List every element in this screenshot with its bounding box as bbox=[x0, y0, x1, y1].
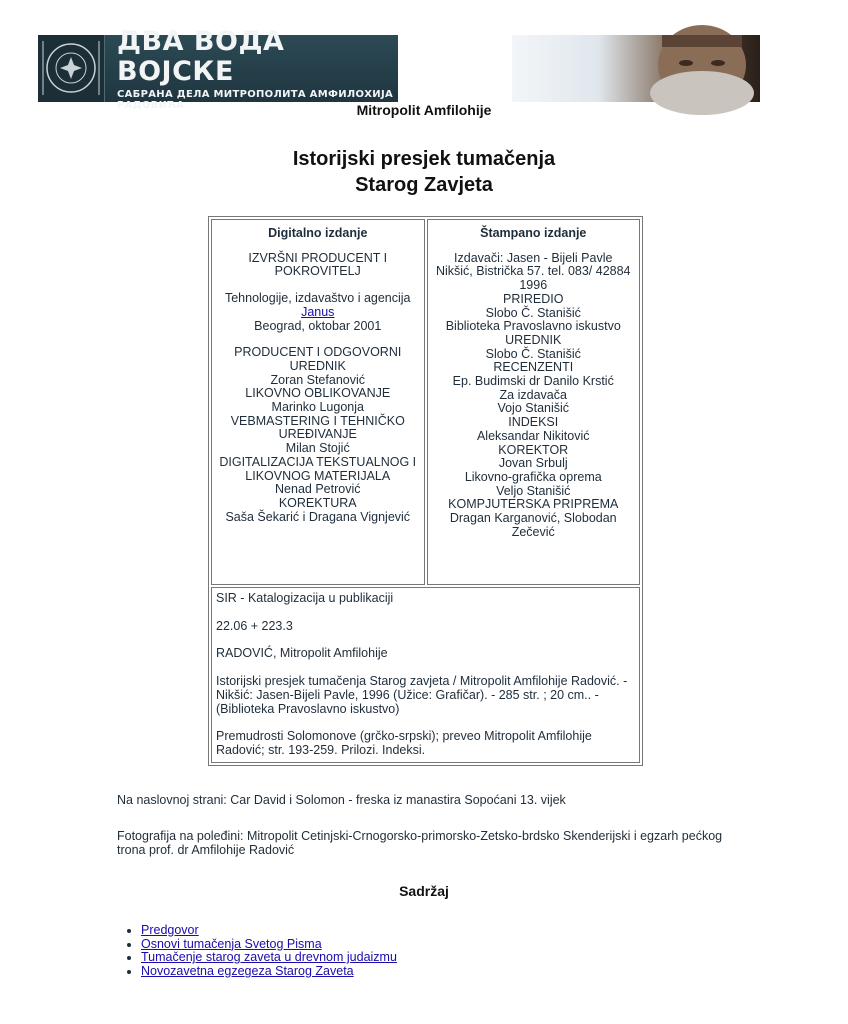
list-item bbox=[141, 924, 397, 938]
header-banner bbox=[38, 25, 398, 111]
toc-list bbox=[117, 924, 397, 979]
print-line: RECENZENTI bbox=[493, 360, 574, 375]
digital-date-text: Beograd, oktobar 2001 bbox=[254, 318, 382, 333]
page-title-line-2: Starog Zavjeta bbox=[355, 174, 493, 196]
credit-line: Saša Šekarić i Dragana Vignjević bbox=[225, 509, 411, 524]
print-line: Dragan Karganović, Slobodan Zečević bbox=[449, 511, 617, 539]
toc-link-osnovi[interactable]: Osnovi tumačenja Svetog Pisma bbox=[141, 936, 322, 951]
janus-link[interactable]: Janus bbox=[301, 304, 335, 319]
page-title-line-1: Istorijski presjek tumačenja bbox=[292, 148, 556, 170]
print-line: Slobo Č. Stanišić bbox=[485, 305, 581, 320]
toc-link-novozavetna[interactable]: Novozavetna egzegeza Starog Zaveta bbox=[141, 964, 354, 979]
credit-line: KOREKTURA bbox=[278, 495, 357, 510]
seal-emblem-icon bbox=[38, 35, 105, 102]
banner-subtitle: САБРАНА ДЕЛА МИТРОПОЛИТА АМФИЛОХИЈА РАДОВИЋА bbox=[117, 88, 394, 111]
print-line: Veljo Stanišić bbox=[496, 483, 571, 498]
print-line: Jovan Srbulj bbox=[498, 456, 568, 471]
toc-link-predgovor[interactable]: Predgovor bbox=[141, 923, 199, 937]
cip-line: Istorijski presjek tumačenja Starog zavjeta / Mitropolit Amfilohije Radović. - Nikšić: Jasen-Bijeli Pavle, 1996 (Užice: Grafičar). - 285 str. ; 20 cm.. - (Biblioteka Pravoslavno iskustvo) bbox=[216, 674, 628, 716]
toc-link-judaizam[interactable]: Tumačenje starog zaveta u drevnom judaizmu bbox=[141, 950, 397, 965]
credit-line: Nenad Petrović bbox=[275, 482, 361, 497]
print-line: Izdavači: Jasen - Bijeli Pavle bbox=[454, 250, 613, 265]
digital-edition-cell bbox=[211, 219, 425, 585]
digital-edition-heading: Digitalno izdanje bbox=[268, 226, 368, 240]
cover-note: Na naslovnoj strani: Car David i Solomon - freska iz manastira Sopoćani 13. vijek bbox=[117, 793, 566, 807]
print-edition-heading: Štampano izdanje bbox=[480, 226, 587, 240]
print-line: Aleksandar Nikitović bbox=[476, 428, 590, 443]
credit-line: Marinko Lugonja bbox=[271, 400, 364, 415]
credit-line: VEBMASTERING I TEHNIČKO UREĐIVANJE bbox=[230, 413, 405, 442]
print-line: Za izdavača bbox=[499, 387, 567, 402]
toc-heading: Sadržaj bbox=[399, 883, 449, 899]
print-line: Vojo Stanišić bbox=[497, 401, 570, 416]
executive-producer-label: IZVRŠNI PRODUCENT I POKROVITELJ bbox=[248, 250, 388, 279]
print-line: KOMPJUTERSKA PRIPREMA bbox=[448, 497, 619, 512]
cip-record-cell bbox=[211, 587, 640, 763]
cip-line: RADOVIĆ, Mitropolit Amfilohije bbox=[216, 646, 388, 661]
credit-line: PRODUCENT I ODGOVORNI UREDNIK bbox=[234, 345, 402, 373]
print-line: PRIREDIO bbox=[503, 291, 564, 306]
banner-title: ДВА ВОДА ВОЈСКЕ bbox=[117, 25, 285, 87]
cip-line: SIR - Katalogizacija u publikaciji bbox=[216, 591, 394, 605]
print-edition-cell bbox=[427, 219, 641, 585]
credit-line: DIGITALIZACIJA TEKSTUALNOG I LIKOVNOG MATERIJALA bbox=[219, 454, 417, 483]
cip-line: Premudrosti Solomonove (grčko-srpski); preveo Mitropolit Amfilohije Radović; str. 193-259. Prilozi. Indeksi. bbox=[216, 729, 592, 757]
list-item bbox=[141, 965, 397, 979]
print-line: INDEKSI bbox=[508, 415, 559, 430]
back-cover-note: Fotografija na poleđini: Mitropolit Cetinjski-Crnogorsko-primorsko-Zetsko-brdsko Skenderijski i egzarh pećkog trona prof. dr Amfilohije Radović bbox=[117, 829, 723, 857]
print-line: Biblioteka Pravoslavno iskustvo bbox=[445, 319, 621, 334]
print-line: Ep. Budimski dr Danilo Krstić bbox=[452, 374, 614, 389]
credit-line: Milan Stojić bbox=[285, 441, 350, 456]
credit-line: LIKOVNO OBLIKOVANJE bbox=[245, 386, 391, 401]
publisher-agency-text: Tehnologije, izdavaštvo i agencija bbox=[224, 291, 411, 306]
print-line: Nikšić, Bistrička 57. tel. 083/ 42884 bbox=[435, 264, 631, 279]
list-item bbox=[141, 951, 397, 965]
print-line: Slobo Č. Stanišić bbox=[485, 346, 581, 361]
print-line: KOREKTOR bbox=[498, 442, 569, 457]
list-item bbox=[141, 938, 397, 952]
publication-info-table bbox=[208, 216, 643, 766]
print-line: 1996 bbox=[519, 278, 548, 293]
print-line: Likovno-grafička oprema bbox=[464, 469, 602, 484]
author-name: Mitropolit Amfilohije bbox=[356, 102, 492, 118]
print-line: UREDNIK bbox=[505, 332, 562, 347]
page-title bbox=[0, 146, 848, 198]
credit-line: Zoran Stefanović bbox=[270, 372, 365, 387]
cip-line: 22.06 + 223.3 bbox=[216, 618, 293, 633]
portrait-photo bbox=[512, 35, 760, 102]
